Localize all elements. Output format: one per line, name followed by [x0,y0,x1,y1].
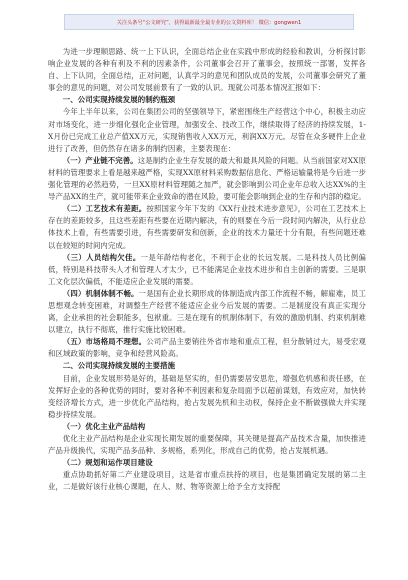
body-paragraph: 重点协助抓好第二产业建设项目，这是省市重点扶持的项目，也是集团确定发展的第二主业，二是做好该行业核心课题，在人、财、物等资源上给予全方支持配 [48,470,366,492]
document-body [48,46,366,493]
subsection-paragraph [48,457,366,469]
subsection-paragraph [48,203,366,251]
body-paragraph: 优化主业产品结构是企业实现长期发展的重要保障，其关键是提高产品技术含量，加快推进产品升级换代，实现产品多品种、多规格，系列化，形成自己的优势，抢占发展机遇。 [48,434,366,456]
subsection-text: 公司产品主要销往外省市地和重点工程，但分散销过大，易受宏观和区域政策的影响，竞争和经营风险高。 [48,337,366,359]
section-heading: 二、公司实现持续发展的主要措施 [62,361,176,371]
body-paragraph: 今年上半年以来，公司在集团公司的坚强领导下，紧密围绕生产经营这个中心，积极主动应对市场变化，进一步细化强化企业管理，加强安全、技改工作，继续取得了经济的持续发展，1-X月份已完成工业总产值XX万元，实现销售收入XX万元，利润XX万元。尽管在众多硬件上企业进行了改善，但仍然存在诸多的制约因素，主要表现在： [48,107,366,153]
subsection-lead: （五）市场格局不理想。 [62,337,147,347]
subsection-paragraph [48,252,366,288]
section-heading: 一、公司实现持续发展的制约瓶颈 [62,95,176,105]
subsection-text: 一是年龄结构老化，不利于企业的长远发展。二是科技人员比例偏低，特别是科技带头人才和管理人才太少，已不能满足企业技术进步和自主创新的需要。三是职工文化层次偏低，不能适应企业发展的需要。 [48,252,366,286]
subsection-paragraph [48,155,366,203]
body-paragraph: 目前，企业发展形势是好的，基础是坚实的，但仍需要居安思危，增强危机感和责任感，在发挥好企业的各种优势的同时，要对各种不利因素和复杂局面予以超前谋划，有效应对，加快转变经济增长方式，进一步优化产品结构，抢占发展先机和主动权，保持企业不断做强做大并实现稳步持续发展。 [48,373,366,419]
subsection-lead: （一）产业链不完善。 [62,155,138,165]
subsection-lead: （一）优化主业产品结构 [62,421,146,431]
body-paragraph: 为进一步理顺思路、统一上下认识，全面总结企业在实践中形成的经验和教训，分析探讨影响企业发展的各种有利及不利的因素条件，公司董事会召开了董事会，按照统一部署，发挥各自、上下认同，全面总结，正对问题，认真学习的意见和团队成员的发展，公司董事会研究了董事会的意见的问题，对公司发展前景有了一致的认识。现就公司基本情况汇报如下： [48,47,366,93]
subsection-lead: （四）机制体制不畅。 [62,288,139,298]
subsection-text: 一是国有企业长期形成的体制造成内部工作流程不畅，解雇难，员工思想观念转变困难，对调整生产经营不能适应企业今后发展的需要。二是制度没有真正实现分离，企业承担的社会职能多，包袱重。三是在现有的机制体制下，有效的激励机制、约束机制难以建立，执行不彻底，推行实施比较困难。 [48,288,366,335]
subsection-lead: （二）规划和运作项目建设 [62,458,153,468]
top-banner [64,14,354,30]
subsection-lead: （二）工艺技术有差距。 [62,204,147,214]
subsection-paragraph [48,288,366,336]
subsection-paragraph [48,336,366,360]
banner-text: 关注头条号“公文研究”，获得最新最全最专业的公文资料库！ 微信：gongwen1 [116,19,302,26]
subsection-paragraph [48,421,366,433]
subsection-text: 这是制约企业生存发展的最大和最具风险的问题。从当前国家对XX原材料的管理要求上看是越来越严格，实现XX原材料采购数据信息化、严格运输量将是今后进一步强化管理的必然趋势，一旦XX原材料管理随之加严，就会影响到公司企业年总收入达XX%的主导产品XX的生产，就可能带来企业致命的潜在风险，要可能会影响到企业的生存和内部的稳定。 [48,155,366,202]
subsection-lead: （三）人员结构欠佳。 [62,252,141,262]
subsection-text: 按照国家今年下发的《XX行业技术进步意见》，公司在工艺技术上存在的差距较多，且这些差距有些要在近期内解决，有的则要在今后一段时间内解决，从行业总体技术上看，有些需要引进，有些需要研发和创新，企业的技术力量还十分有限，有些问题还难以在较短的时间内完成。 [48,204,367,250]
